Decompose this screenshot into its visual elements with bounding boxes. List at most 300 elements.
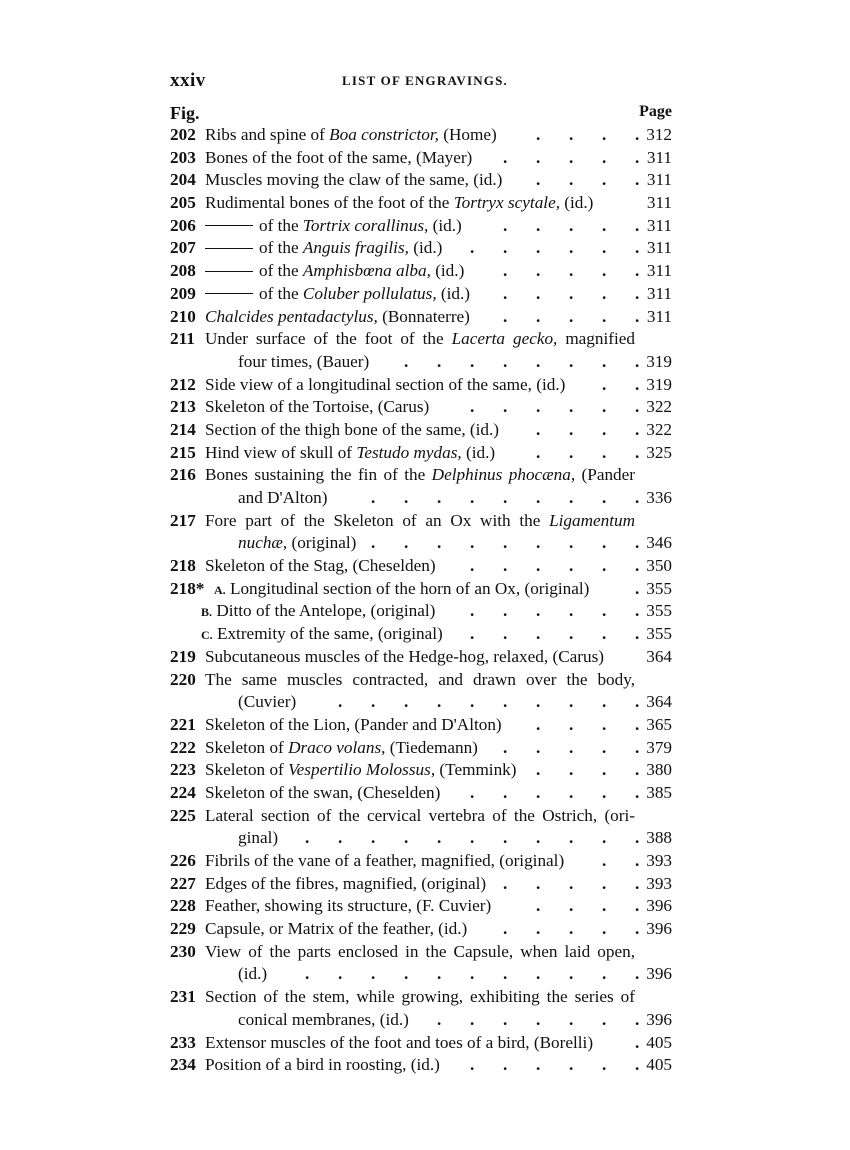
figure-number: 211 [170,329,195,349]
leader-dot: . [569,873,574,893]
leader-dot: . [536,896,541,916]
leader-dot: . [635,488,640,507]
leader-dot: . [602,261,607,281]
list-item [170,600,680,623]
engraving-title: C. Extremity of the same, (original) [201,624,443,644]
engraving-title: Skeleton of the Lion, (Pander and D'Alton) [205,714,502,734]
page-number: 312 [646,125,672,144]
leader-dot: . [503,215,508,235]
leader-dot: . [503,624,508,644]
leader-dot: . [503,306,508,326]
leader-dot: . [536,873,541,893]
engraving-title: The same muscles contracted, and drawn over the body, [205,669,635,689]
list-item [170,306,680,329]
leader-dot: . [602,851,607,870]
ditto-dash [205,293,253,294]
list-item [170,532,680,555]
leader-dot: . [602,306,607,326]
engraving-title: (id.) [238,964,268,984]
list-item [170,873,680,896]
list-item [170,487,680,510]
leader-dot: . [536,601,541,621]
leader-dot: . [569,624,574,644]
leader-dot: . [635,125,640,144]
ditto-dash [205,225,253,226]
leader-dot: . [503,601,508,621]
leader-dot: . [536,692,541,712]
leader-dot: . [602,488,607,507]
leader-dot: . [536,760,541,780]
list-item [170,691,680,714]
leader-dot: . [569,125,574,144]
leader-dot: . [602,442,607,462]
figure-number: 208 [170,261,196,281]
leader-dot: . [569,556,574,576]
leader-dot: . [602,1055,607,1075]
figure-number: 202 [170,125,196,144]
engraving-title: Fore part of the Skeleton of an Ox with the Ligamentum [205,510,635,530]
list-item [170,464,680,487]
leader-dot: . [503,147,508,167]
leader-dot: . [536,828,541,848]
leader-dot: . [635,692,640,712]
page-number: 405 [646,1055,672,1075]
leader-dot: . [536,215,541,235]
page-number: 350 [646,556,672,576]
leader-dot: . [404,828,409,848]
leader-dot: . [635,1009,640,1029]
leader-dot: . [602,714,607,734]
leader-dot: . [569,1009,574,1029]
leader-dot: . [470,692,475,712]
leader-dot: . [635,919,640,939]
engraving-title: Side view of a longitudinal section of the same, (id.) [205,374,566,394]
leader-dot: . [503,238,508,258]
engraving-title: Muscles moving the claw of the same, (id.) [205,170,503,190]
leader-dot: . [635,578,640,598]
engraving-title: Fibrils of the vane of a feather, magnified, (original) [205,851,565,870]
page-number: 364 [646,646,672,666]
figure-number: 209 [170,283,196,303]
leader-dot: . [635,147,640,167]
list-item [170,782,680,805]
leader-dot: . [635,1032,640,1052]
ditto-dash [205,271,253,272]
list-item [170,396,680,419]
engraving-title: B. Ditto of the Antelope, (original) [201,601,436,621]
leader-dot: . [635,556,640,576]
leader-dot: . [569,419,574,439]
figure-number: 215 [170,442,196,462]
leader-dot: . [503,488,508,507]
engraving-title: Ribs and spine of Boa constrictor, (Home) [205,125,497,144]
leader-dot: . [536,238,541,258]
engraving-title: of the Tortrix corallinus, (id.) [205,215,462,238]
leader-dot: . [536,1055,541,1075]
list-item [170,169,680,192]
running-title: LIST OF ENGRAVINGS. [342,73,508,88]
leader-dot: . [437,351,442,371]
list-item [170,759,680,782]
list-item [170,963,680,986]
figure-number: 221 [170,714,196,734]
list-item [170,283,680,306]
leader-dot: . [602,397,607,417]
leader-dot: . [437,533,442,553]
leader-dot: . [635,873,640,893]
page-number: 393 [646,873,672,893]
leader-dot: . [536,533,541,553]
leader-dot: . [503,964,508,984]
list-item [170,805,680,828]
page-number: 311 [646,147,672,167]
page-number: 355 [646,624,672,644]
leader-dot: . [503,873,508,893]
figure-number: 216 [170,465,196,485]
figure-number: 223 [170,760,196,780]
leader-dot: . [404,533,409,553]
list-item [170,328,680,351]
page-number: 365 [646,714,672,734]
list-item [170,147,680,170]
page-number: 405 [646,1032,672,1052]
leader-dot: . [404,692,409,712]
engraving-title: Skeleton of the Stag, (Cheselden) [205,556,436,576]
leader-dot: . [437,1009,442,1029]
page-number: 355 [646,601,672,621]
engraving-title: and D'Alton) [238,488,328,507]
leader-dot: . [602,760,607,780]
leader-dot: . [569,601,574,621]
leader-dot: . [371,488,376,507]
page-number: 311 [646,170,672,190]
leader-dot: . [536,397,541,417]
engraving-title: conical membranes, (id.) [238,1009,409,1029]
leader-dot: . [503,919,508,939]
page-number: 322 [646,397,672,417]
page-number: 388 [646,828,672,848]
leader-dot: . [602,692,607,712]
page-number: 319 [646,351,672,371]
leader-dot: . [569,238,574,258]
leader-dot: . [338,828,343,848]
page-number: 396 [646,1009,672,1029]
leader-dot: . [338,964,343,984]
figure-number: 222 [170,737,196,757]
leader-dot: . [536,488,541,507]
leader-dot: . [470,556,475,576]
leader-dot: . [404,351,409,371]
leader-dot: . [470,964,475,984]
figure-number: 227 [170,873,196,893]
leader-dot: . [635,828,640,848]
engraving-title: Capsule, or Matrix of the feather, (id.) [205,919,468,939]
engraving-title: Edges of the fibres, magnified, (original) [205,873,487,893]
engraving-title: Bones sustaining the fin of the Delphinus phocæna, (Pander [205,465,636,485]
leader-dot: . [635,964,640,984]
list-item [170,1009,680,1032]
leader-dot: . [569,896,574,916]
leader-dot: . [635,397,640,417]
leader-dot: . [635,760,640,780]
page-number: 346 [646,533,672,553]
leader-dot: . [635,624,640,644]
list-item [170,737,680,760]
leader-dot: . [569,397,574,417]
page-number: 396 [646,919,672,939]
leader-dot: . [503,351,508,371]
page-number: 396 [646,964,672,984]
page-folio: xxiv [170,70,206,91]
engraving-title: Skeleton of the swan, (Cheselden) [205,782,441,802]
leader-dot: . [602,170,607,190]
column-headings [170,103,680,125]
figure-number: 203 [170,147,196,167]
leader-dot: . [635,261,640,281]
figure-number: 210 [170,306,196,326]
ditto-dash [205,248,253,249]
leader-dot: . [569,919,574,939]
leader-dot: . [602,533,607,553]
leader-dot: . [503,828,508,848]
leader-dot: . [437,964,442,984]
engraving-title: View of the parts enclosed in the Capsule, when laid open, [205,941,635,961]
engraving-title: of the Coluber pollulatus, (id.) [205,283,470,306]
page-number: 355 [646,578,672,598]
leader-dot: . [635,851,640,870]
engraving-title: Chalcides pentadactylus, (Bonnaterre) [205,306,470,326]
leader-dot: . [470,533,475,553]
leader-dot: . [602,351,607,371]
leader-dot: . [635,283,640,303]
engravings-list [170,124,680,1077]
leader-dot: . [602,374,607,394]
leader-dot: . [635,419,640,439]
list-item [170,646,680,669]
leader-dot: . [635,533,640,553]
engraving-title: nuchæ, (original) [238,533,357,553]
leader-dot: . [569,782,574,802]
figure-number: 214 [170,419,196,439]
list-item [170,1054,680,1077]
leader-dot: . [602,147,607,167]
figure-number: 225 [170,805,196,825]
page-number: 364 [646,692,672,712]
leader-dot: . [569,170,574,190]
list-item [170,260,680,283]
engraving-title: Bones of the foot of the same, (Mayer) [205,147,473,167]
page-number: 393 [646,851,672,870]
engraving-title: Hind view of skull of Testudo mydas, (id.) [205,442,496,462]
page-number: 396 [646,896,672,916]
list-item [170,374,680,397]
leader-dot: . [470,238,475,258]
list-item [170,215,680,238]
engraving-title: Rudimental bones of the foot of the Tortryx scytale, (id.) [205,193,594,213]
engraving-title: Under surface of the foot of the Lacerta gecko, magnified [205,329,635,349]
engraving-title: Section of the thigh bone of the same, (id.) [205,419,500,439]
leader-dot: . [635,170,640,190]
leader-dot: . [635,737,640,757]
figure-number: 204 [170,170,196,190]
leader-dot: . [602,215,607,235]
list-item [170,442,680,465]
list-item [170,941,680,964]
page-number: 311 [646,238,672,258]
leader-dot: . [569,964,574,984]
engraving-title: Lateral section of the cervical vertebra of the Ostrich, (ori- [205,805,635,825]
leader-dot: . [569,828,574,848]
leader-dot: . [536,283,541,303]
page-number: 379 [646,737,672,757]
leader-dot: . [536,261,541,281]
leader-dot: . [602,782,607,802]
leader-dot: . [569,442,574,462]
leader-dot: . [635,601,640,621]
figure-number: 217 [170,510,196,530]
leader-dot: . [569,692,574,712]
engraving-title: of the Amphisbœna alba, (id.) [205,260,464,283]
leader-dot: . [635,714,640,734]
figure-number: 205 [170,193,196,213]
fig-column-heading: Fig. [170,103,200,123]
figure-number: 220 [170,669,196,689]
engraving-title: Extensor muscles of the foot and toes of a bird, (Borelli) [205,1032,594,1052]
leader-dot: . [602,1009,607,1029]
leader-dot: . [635,442,640,462]
leader-dot: . [470,397,475,417]
figure-number: 218* [170,578,205,598]
page-number: 322 [646,419,672,439]
leader-dot: . [503,1055,508,1075]
leader-dot: . [470,1009,475,1029]
figure-number: 224 [170,782,196,802]
leader-dot: . [536,556,541,576]
leader-dot: . [536,714,541,734]
engraving-title: (Cuvier) [238,692,297,712]
leader-dot: . [503,397,508,417]
leader-dot: . [635,896,640,916]
list-item [170,850,680,873]
leader-dot: . [635,782,640,802]
leader-dot: . [536,306,541,326]
list-item [170,895,680,918]
leader-dot: . [569,488,574,507]
leader-dot: . [470,351,475,371]
leader-dot: . [437,828,442,848]
leader-dot: . [635,351,640,371]
engraving-title: Feather, showing its structure, (F. Cuvier) [205,896,492,916]
figure-number: 228 [170,896,196,916]
leader-dot: . [569,351,574,371]
leader-dot: . [536,964,541,984]
leader-dot: . [602,873,607,893]
leader-dot: . [569,215,574,235]
leader-dot: . [569,283,574,303]
leader-dot: . [536,170,541,190]
leader-dot: . [602,919,607,939]
list-item [170,714,680,737]
leader-dot: . [602,624,607,644]
list-item [170,986,680,1009]
figure-number: 231 [170,987,196,1007]
leader-dot: . [470,1055,475,1075]
list-item [170,237,680,260]
leader-dot: . [635,215,640,235]
figure-number: 229 [170,919,196,939]
figure-number: 207 [170,238,196,258]
engraving-title: ginal) [238,828,279,848]
leader-dot: . [536,782,541,802]
engraving-title: A. Longitudinal section of the horn of an Ox, (original) [214,578,590,598]
leader-dot: . [569,737,574,757]
leader-dot: . [536,125,541,144]
list-item [170,827,680,850]
leader-dot: . [602,283,607,303]
leader-dot: . [602,896,607,916]
leader-dot: . [536,147,541,167]
leader-dot: . [503,533,508,553]
leader-dot: . [635,238,640,258]
leader-dot: . [338,692,343,712]
leader-dot: . [404,488,409,507]
page-number: 380 [646,760,672,780]
leader-dot: . [503,283,508,303]
leader-dot: . [536,624,541,644]
leader-dot: . [635,1055,640,1075]
leader-dot: . [503,556,508,576]
leader-dot: . [371,692,376,712]
running-head [170,70,680,94]
list-item [170,351,680,374]
list-item [170,124,680,147]
leader-dot: . [305,964,310,984]
leader-dot: . [536,737,541,757]
figure-number: 233 [170,1032,196,1052]
page-number: 319 [646,374,672,394]
leader-dot: . [569,1055,574,1075]
list-item [170,578,680,601]
leader-dot: . [569,714,574,734]
leader-dot: . [602,964,607,984]
leader-dot: . [470,782,475,802]
leader-dot: . [371,964,376,984]
list-item [170,1032,680,1055]
engraving-title: Subcutaneous muscles of the Hedge-hog, relaxed, (Carus) [205,646,605,666]
leader-dot: . [602,556,607,576]
page-column-heading: Page [639,103,672,120]
engraving-title: Skeleton of Draco volans, (Tiedemann) [205,737,478,757]
leader-dot: . [635,374,640,394]
leader-dot: . [602,828,607,848]
figure-number: 213 [170,397,196,417]
leader-dot: . [437,488,442,507]
page-number: 311 [646,215,672,235]
engraving-title: Section of the stem, while growing, exhibiting the series of [205,987,635,1007]
leader-dot: . [404,964,409,984]
page-number: 311 [646,193,672,213]
leader-dot: . [371,533,376,553]
leader-dot: . [602,125,607,144]
leader-dot: . [470,488,475,507]
leader-dot: . [536,351,541,371]
leader-dot: . [470,601,475,621]
page-number: 336 [646,488,672,507]
leader-dot: . [536,1009,541,1029]
page-number: 325 [646,442,672,462]
figure-number: 230 [170,941,196,961]
leader-dot: . [503,261,508,281]
